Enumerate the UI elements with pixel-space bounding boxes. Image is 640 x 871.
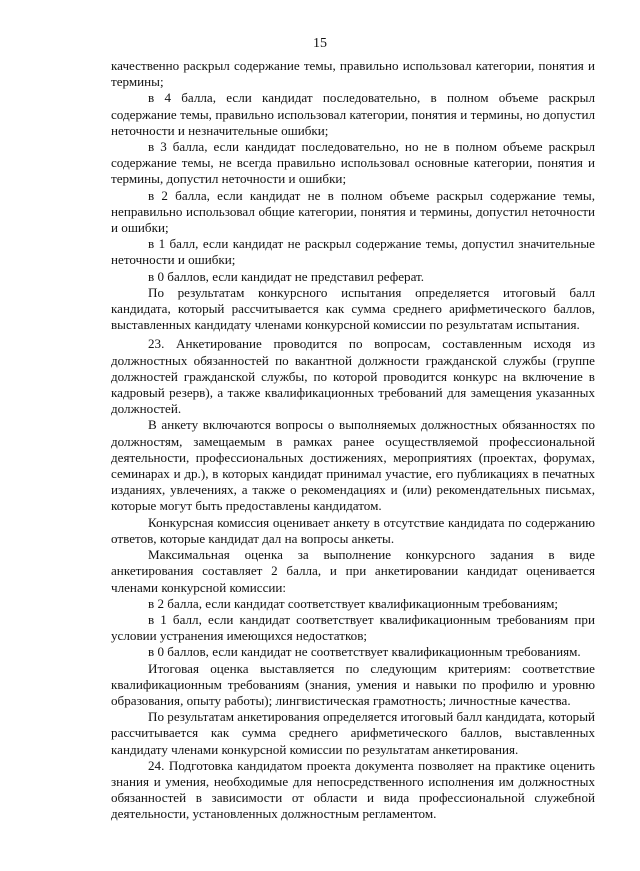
paragraph: в 3 балла, если кандидат последовательно, но не в полном объеме раскрыл содержание темы, не всегда правильно использовал основные категории, понятия и термины, допустил неточности и ошибки; (111, 139, 595, 187)
paragraph: Итоговая оценка выставляется по следующим критериям: соответствие квалификационным требованиям (знания, умения и навыки по профилю и уровню образования, опыту работы); лингвистическая грамотность; личностные качества. (111, 660, 595, 708)
paragraph: В анкету включаются вопросы о выполняемых должностных обязанностях по должностям, замещаемым в рамках ранее осуществляемой профессиональной деятельности, профессиональных достижениях, мероприятиях (проектах, форумах, семинарах и др.), в которых кандидат принимал участие, его публикациях в печатных изданиях, увлечениях, а также о рекомендациях и (или) рекомендательных письмах, которые могут быть предоставлены кандидатом. (111, 417, 595, 514)
page-number: 15 (313, 36, 327, 51)
paragraph: в 2 балла, если кандидат не в полном объеме раскрыл содержание темы, неправильно использовал общие категории, понятия и термины, допустил неточности и ошибки; (111, 187, 595, 236)
paragraph: в 1 балл, если кандидат не раскрыл содержание темы, допустил значительные неточности и ошибки; (111, 236, 595, 268)
paragraph: По результатам конкурсного испытания определяется итоговый балл кандидата, который рассчитывается как сумма среднего арифметического баллов, выставленных кандидату членами конкурсной комиссии по результатам испытания. (111, 284, 595, 333)
paragraph: Конкурсная комиссия оценивает анкету в отсутствие кандидата по содержанию ответов, которые кандидат дал на вопросы анкеты. (111, 514, 595, 546)
paragraph: качественно раскрыл содержание темы, правильно использовал категории, понятия и термины; (111, 58, 595, 90)
paragraph: в 2 балла, если кандидат соответствует квалификационным требованиям; (148, 595, 559, 611)
paragraph: По результатам анкетирования определяется итоговый балл кандидата, который рассчитывается как сумма среднего арифметического баллов, выставленных кандидату членами конкурсной комиссии по результатам анкетирования. (111, 709, 595, 757)
paragraph: в 1 балл, если кандидат соответствует квалификационным требованиям при условии устранения имеющихся недостатков; (111, 611, 595, 644)
paragraph: 24. Подготовка кандидатом проекта документа позволяет на практике оценить знания и умения, необходимые для непосредственного исполнения им должностных обязанностей в зависимости от области и вида профессиональной служебной деятельности, установленных должностным регламентом. (111, 757, 595, 822)
paragraph: в 0 баллов, если кандидат не представил реферат. (148, 268, 425, 284)
paragraph: в 4 балла, если кандидат последовательно, в полном объеме раскрыл содержание темы, правильно использовал категории, понятия и термины, но допустил неточности и незначительные ошибки; (111, 90, 595, 138)
paragraph: в 0 баллов, если кандидат не соответствует квалификационным требованиям. (148, 644, 581, 660)
body-text (111, 58, 595, 823)
paragraph: Максимальная оценка за выполнение конкурсного задания в виде анкетирования составляет 2 балла, и при анкетировании кандидат оценивается членами конкурсной комиссии: (111, 547, 595, 595)
paragraph: 23. Анкетирование проводится по вопросам, составленным исходя из должностных обязанностей по вакантной должности гражданской службы (группе должностей гражданской службы, по которой проводится конкурс на включение в кадровый резерв), а также квалификационных требований для замещения указанных должностей. (111, 336, 595, 417)
